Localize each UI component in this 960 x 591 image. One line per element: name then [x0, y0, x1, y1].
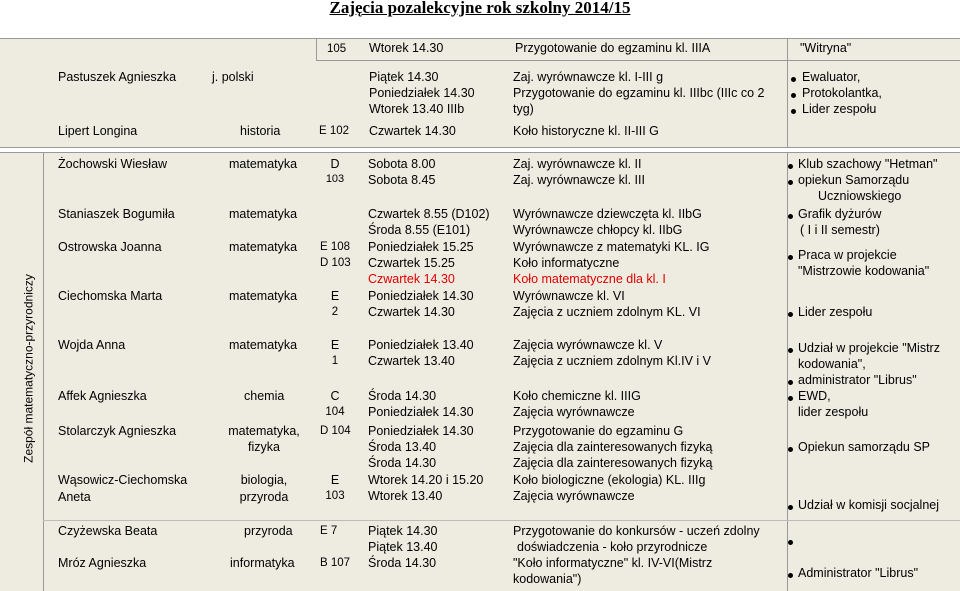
role: lider zespołu — [798, 405, 869, 419]
room: B 107 — [320, 557, 351, 569]
time: Wtorek 13.40 IIIb — [369, 102, 465, 116]
room: 2 — [331, 306, 339, 318]
teacher-name: Czyżewska Beata — [58, 524, 158, 538]
subject: matematyka, — [228, 424, 300, 438]
activity: Wyrównawcze kl. VI — [513, 289, 625, 303]
teacher-name: Aneta — [58, 490, 91, 504]
divider — [0, 147, 960, 148]
subject: informatyka — [230, 556, 295, 570]
time: Sobota 8.00 — [368, 157, 436, 171]
activity: Zaj. wyrównawcze kl. III — [513, 173, 645, 187]
room: E — [330, 289, 340, 303]
activity: tyg) — [513, 102, 534, 116]
time: Czwartek 8.55 (D102) — [368, 207, 490, 221]
time: Czwartek 14.30 — [368, 305, 455, 319]
role: Protokolantka, — [802, 86, 882, 100]
time: Poniedziałek 14.30 — [368, 405, 474, 419]
time: Poniedziałek 14.30 — [368, 424, 474, 438]
time: Środa 14.30 — [368, 556, 437, 570]
bullet-icon — [788, 348, 793, 353]
subject: matematyka — [229, 289, 298, 303]
bullet-icon — [788, 540, 793, 545]
subject: matematyka — [229, 157, 298, 171]
activity: Koło chemiczne kl. IIIG — [513, 389, 641, 403]
activity: Zajęcia z uczniem zdolnym KL. VI — [513, 305, 701, 319]
time: Wtorek 13.40 — [368, 489, 443, 503]
activity: Przygotowanie do konkursów - uczeń zdolny — [513, 524, 760, 538]
room: 104 — [325, 406, 345, 418]
room: 103 — [325, 173, 345, 185]
subject: matematyka — [229, 207, 298, 221]
page-title: Zajęcia pozalekcyjne rok szkolny 2014/15 — [329, 0, 631, 17]
subject: matematyka — [229, 240, 298, 254]
time: Poniedziałek 13.40 — [368, 338, 474, 352]
room: D 103 — [320, 257, 351, 269]
activity: Koło informatyczne — [513, 256, 620, 270]
bullet-icon — [788, 396, 793, 401]
room: E 102 — [319, 125, 350, 137]
activity: Przygotowanie do egzaminu G — [513, 424, 684, 438]
room: E 7 — [320, 525, 338, 537]
bullet-icon — [788, 180, 793, 185]
role: Lider zespołu — [798, 305, 873, 319]
role: administrator "Librus" — [798, 373, 917, 387]
activity: Zajęcia dla zainteresowanych fizyką — [513, 440, 713, 454]
role: Uczniowskiego — [818, 189, 902, 203]
activity: Wyrównawcze dziewczęta kl. IIbG — [513, 207, 702, 221]
bullet-icon — [788, 380, 793, 385]
bullet-icon — [788, 447, 793, 452]
teacher-name: Staniaszek Bogumiła — [58, 207, 175, 221]
room: 103 — [325, 490, 345, 502]
subject: przyroda — [239, 490, 289, 504]
role: Administrator "Librus" — [798, 566, 919, 580]
room: C — [330, 389, 340, 403]
activity: Koło matematyczne dla kl. I — [513, 272, 666, 286]
role: kodowania", — [798, 357, 866, 371]
time: Poniedziałek 15.25 — [368, 240, 474, 254]
teacher-name: Mróz Agnieszka — [58, 556, 147, 570]
teacher-name: Lipert Longina — [58, 124, 138, 138]
role: Udział w projekcie "Mistrz — [798, 341, 940, 355]
teacher-name: Żochowski Wiesław — [58, 157, 168, 171]
activity: Zajęcia wyrównawcze — [513, 405, 635, 419]
subject: biologia, — [240, 473, 288, 487]
role: Grafik dyżurów — [798, 207, 882, 221]
room: D 104 — [320, 425, 351, 437]
bullet-icon — [788, 312, 793, 317]
time: Sobota 8.45 — [368, 173, 436, 187]
bullet-icon — [788, 573, 793, 578]
role: ( I i II semestr) — [800, 223, 880, 237]
activity: doświadczenia - koło przyrodnicze — [517, 540, 708, 554]
side-label: Zespół matematyczno-przyrodniczy — [21, 274, 36, 463]
time: Czwartek 15.25 — [368, 256, 455, 270]
room: E — [330, 473, 340, 487]
time: Czwartek 14.30 — [369, 124, 456, 138]
role: Opiekun samorządu SP — [798, 440, 931, 454]
activity: Wyrównawcze chłopcy kl. IIbG — [513, 223, 683, 237]
time: Piątek 13.40 — [368, 540, 438, 554]
role: Udział w komisji socjalnej — [798, 498, 940, 512]
role: Praca w projekcie — [798, 248, 897, 262]
bullet-icon — [788, 505, 793, 510]
subject: j. polski — [212, 70, 254, 84]
teacher-name: Pastuszek Agnieszka — [58, 70, 177, 84]
time: Środa 14.30 — [368, 456, 437, 470]
bullet-icon — [791, 93, 796, 98]
top-row0-time: Wtorek 14.30 — [369, 41, 444, 55]
subject: przyroda — [244, 524, 293, 538]
teacher-name: Ostrowska Joanna — [58, 240, 162, 254]
time: Piątek 14.30 — [369, 70, 439, 84]
bullet-icon — [791, 109, 796, 114]
activity: Zajęcia wyrównawcze kl. V — [513, 338, 663, 352]
activity: kodowania") — [513, 572, 582, 586]
role: EWD, — [798, 389, 831, 403]
activity: Przygotowanie do egzaminu kl. IIIbc (IIIc co 2 — [513, 86, 765, 100]
activity: Zajęcia wyrównawcze — [513, 489, 635, 503]
teacher-name: Affek Agnieszka — [58, 389, 147, 403]
room: 1 — [331, 355, 339, 367]
subject: fizyka — [248, 440, 280, 454]
subject: chemia — [244, 389, 285, 403]
time: Piątek 14.30 — [368, 524, 438, 538]
bullet-icon — [788, 214, 793, 219]
time: Środa 8.55 (E101) — [368, 223, 471, 237]
activity: Koło biologiczne (ekologia) KL. IIIg — [513, 473, 706, 487]
time: Wtorek 14.20 i 15.20 — [368, 473, 484, 487]
time: Środa 13.40 — [368, 440, 437, 454]
activity: Zajęcia z uczniem zdolnym Kl.IV i V — [513, 354, 711, 368]
subject: historia — [240, 124, 281, 138]
teacher-name: Wojda Anna — [58, 338, 126, 352]
activity: Zaj. wyrównawcze kl. I-III g — [513, 70, 664, 84]
time: Czwartek 14.30 — [368, 272, 455, 286]
teacher-name: Stolarczyk Agnieszka — [58, 424, 177, 438]
room: D — [330, 157, 340, 171]
time: Poniedziałek 14.30 — [368, 289, 474, 303]
bullet-icon — [788, 255, 793, 260]
bullet-icon — [791, 77, 796, 82]
activity: Zajęcia dla zainteresowanych fizyką — [513, 456, 713, 470]
role: Ewaluator, — [802, 70, 861, 84]
top-row0-role: "Witryna" — [800, 41, 852, 55]
room: E — [330, 338, 340, 352]
teacher-name: Ciechomska Marta — [58, 289, 163, 303]
top-row0-room: 105 — [327, 43, 347, 55]
role: opiekun Samorządu — [798, 173, 910, 187]
activity: Koło historyczne kl. II-III G — [513, 124, 659, 138]
activity: Wyrównawcze z matematyki KL. IG — [513, 240, 710, 254]
subject: matematyka — [229, 338, 298, 352]
bullet-icon — [788, 164, 793, 169]
top-row0-activity: Przygotowanie do egzaminu kl. IIIA — [515, 41, 711, 55]
activity: "Koło informatyczne" kl. IV-VI(Mistrz — [513, 556, 713, 570]
role: Lider zespołu — [802, 102, 877, 116]
room: E 108 — [320, 241, 351, 253]
teacher-name: Wąsowicz-Ciechomska — [58, 473, 188, 487]
role: Klub szachowy "Hetman" — [798, 157, 938, 171]
time: Poniedziałek 14.30 — [369, 86, 475, 100]
activity: Zaj. wyrównawcze kl. II — [513, 157, 642, 171]
role: "Mistrzowie kodowania" — [798, 264, 930, 278]
time: Środa 14.30 — [368, 389, 437, 403]
time: Czwartek 13.40 — [368, 354, 455, 368]
